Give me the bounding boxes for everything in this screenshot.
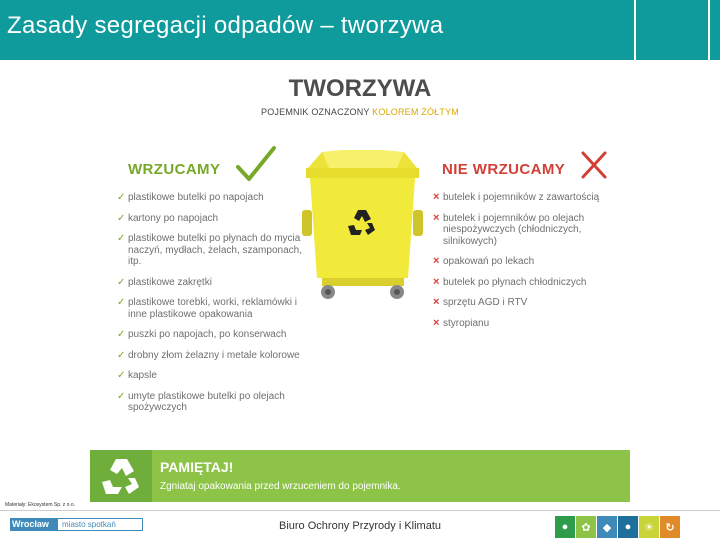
list-item: ✓ umyte plastikowe butelki po olejach spożywczych	[117, 391, 302, 414]
cycle-icon: ↻	[660, 516, 680, 538]
section-title: TWORZYWA	[288, 75, 432, 102]
section-subtitle	[0, 107, 720, 117]
page-title: Zasady segregacji odpadów – tworzywa	[7, 12, 444, 39]
list-item: ✓ plastikowe butelki po napojach	[117, 192, 302, 204]
list-item: × butelek i pojemników po olejach niespożywczych (chłodniczych, silnikowych)	[432, 213, 622, 248]
list-item: × butelek i pojemników z zawartością	[432, 192, 622, 204]
list-item: ✓ plastikowe butelki po płynach do mycia naczyń, mydłach, żelach, szamponach, itp.	[117, 233, 302, 268]
allowed-list	[117, 192, 302, 423]
reminder-banner	[90, 450, 630, 502]
waste-category-icons	[555, 516, 680, 538]
list-item: × opakowań po lekach	[432, 256, 622, 268]
header-divider	[708, 0, 710, 60]
person-icon: ●	[555, 516, 575, 538]
image-credit: Materiały: Ekosystem Sp. z o.o.	[5, 502, 76, 508]
city-logo-tagline: miasto spotkań	[58, 519, 142, 530]
header-divider	[634, 0, 636, 60]
sun-icon: ☀	[639, 516, 659, 538]
water-drop-icon: ◆	[597, 516, 617, 538]
reminder-text: Zgniataj opakowania przed wrzuceniem do pojemnika.	[160, 481, 401, 492]
allowed-heading-label: WRZUCAMY	[128, 161, 221, 178]
reminder-title: PAMIĘTAJ!	[160, 459, 234, 475]
list-item: × butelek po płynach chłodniczych	[432, 277, 622, 289]
list-item: ✓ kapsle	[117, 370, 302, 382]
leaf-icon: ✿	[576, 516, 596, 538]
forbidden-heading	[442, 161, 565, 178]
list-item: ✓ plastikowe torebki, worki, reklamówki i inne plastikowe opakowania	[117, 297, 302, 320]
list-item: ✓ plastikowe zakrętki	[117, 277, 302, 289]
yellow-bin-illustration	[300, 150, 425, 310]
list-item: × sprzętu AGD i RTV	[432, 297, 622, 309]
footer-divider	[0, 510, 720, 511]
recycle-logo	[90, 450, 152, 502]
header-bar	[0, 0, 720, 60]
subtitle-highlight: KOLOREM ŻÓŁTYM	[372, 107, 459, 117]
allowed-heading	[128, 161, 220, 178]
list-item: × styropianu	[432, 318, 622, 330]
list-item: ✓ drobny złom żelazny i metale kolorowe	[117, 350, 302, 362]
forbidden-list	[432, 192, 622, 338]
cross-icon	[580, 150, 608, 180]
footer-office-name: Biuro Ochrony Przyrody i Klimatu	[279, 520, 441, 532]
recycle-icon	[90, 450, 152, 502]
drop-icon: ●	[618, 516, 638, 538]
city-logo-name: Wrocław	[12, 519, 49, 529]
list-item: ✓ puszki po napojach, po konserwach	[117, 329, 302, 341]
list-item: ✓ kartony po napojach	[117, 213, 302, 225]
checkmark-icon	[235, 145, 277, 183]
forbidden-heading-label: NIE WRZUCAMY	[442, 161, 566, 178]
subtitle-text: POJEMNIK OZNACZONY	[261, 107, 373, 117]
